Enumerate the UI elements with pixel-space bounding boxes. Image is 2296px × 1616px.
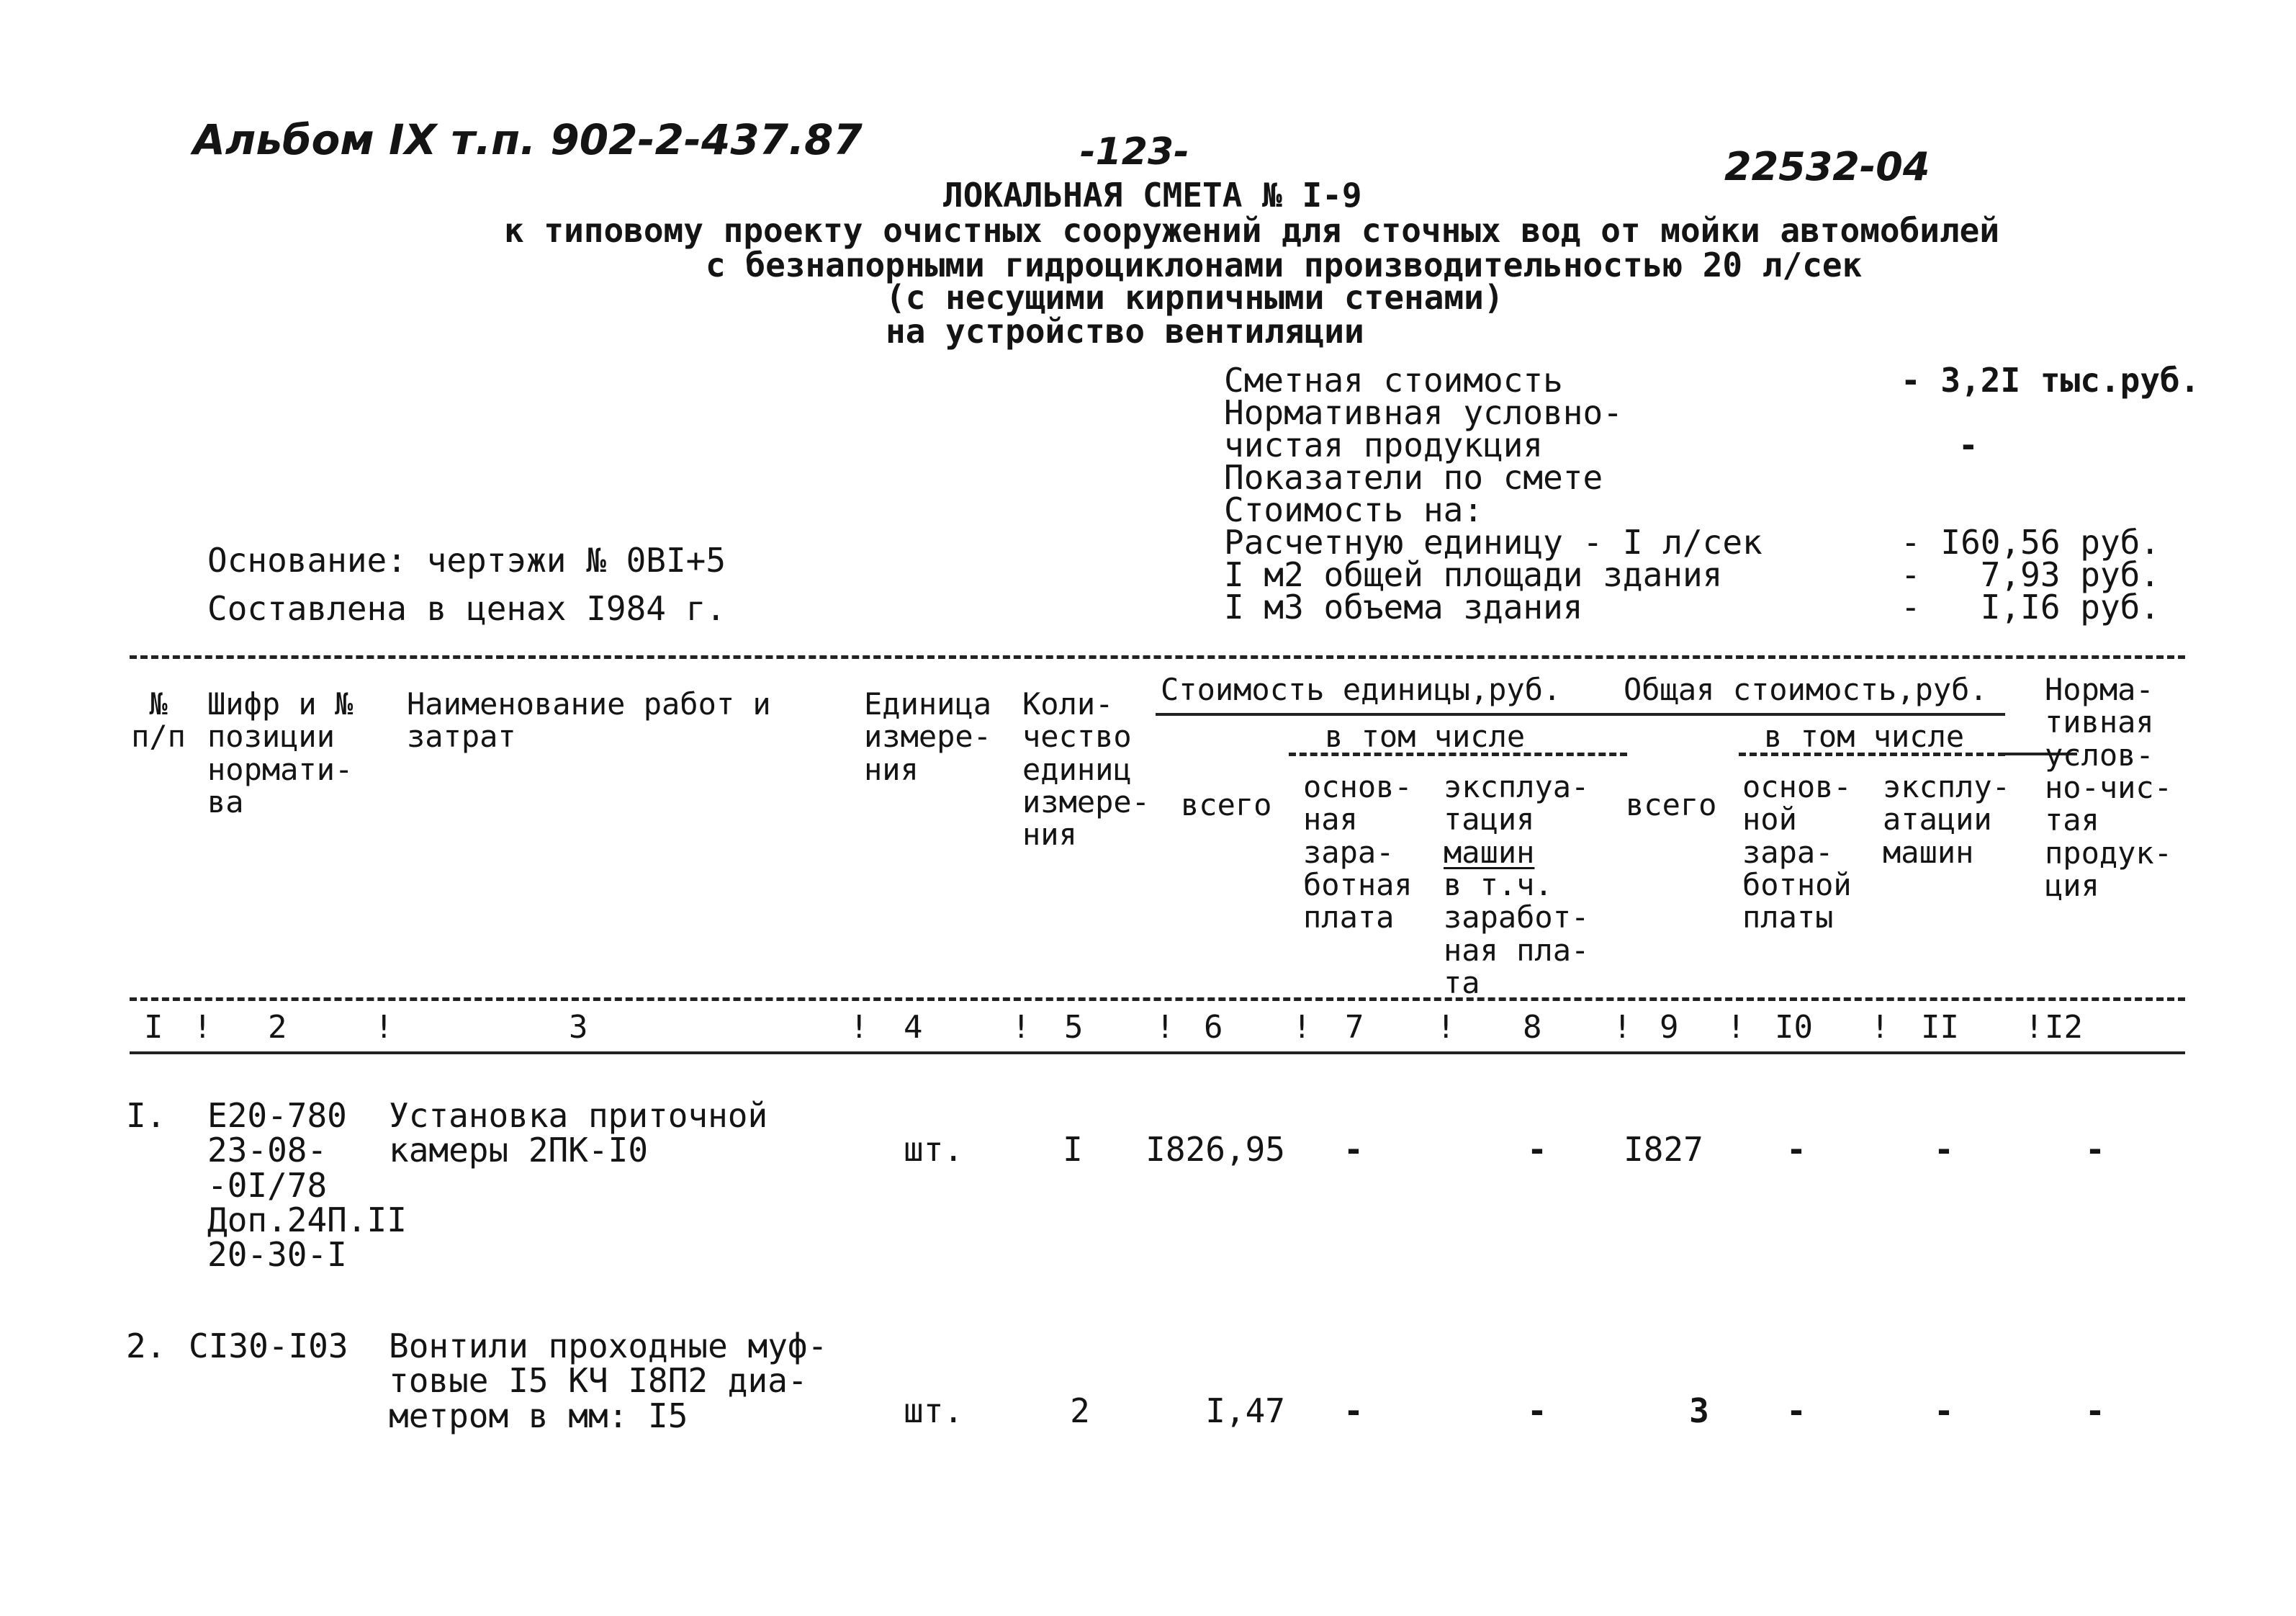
summary-label: Стоимость на: (1224, 490, 1484, 529)
column-number: I (144, 1009, 163, 1046)
header-quantity: Коли- чество единиц измере- ния (1022, 686, 1151, 853)
header-total-machines: эксплу- атации машин (1883, 769, 2011, 870)
column-number: 2 (268, 1009, 287, 1046)
column-separator: ! (193, 1009, 212, 1046)
header-norm-code: Шифр и № позиции нормати- ва (207, 686, 354, 820)
column-separator: ! (374, 1009, 394, 1046)
document-code: 22532-04 (1724, 144, 1930, 189)
summary-label: I м3 объема здания (1224, 588, 1583, 627)
column-number: 9 (1660, 1009, 1679, 1046)
summary-value: - 3,2I тыс.руб. (1901, 361, 2200, 400)
row-total-sum: I827 (1624, 1130, 1703, 1169)
row-quantity: I (1063, 1130, 1083, 1169)
column-separator: ! (1012, 1009, 1031, 1046)
column-separator: ! (1726, 1009, 1746, 1046)
header-bottom-rule (130, 997, 2185, 1001)
header-unit: Единица измере- ния (864, 686, 992, 787)
column-number: I0 (1775, 1009, 1813, 1046)
column-separator: ! (1613, 1009, 1632, 1046)
column-separator: ! (1156, 1009, 1175, 1046)
table-top-rule (130, 655, 2185, 659)
header-unit-total: всего (1181, 787, 1272, 822)
column-number: 5 (1064, 1009, 1084, 1046)
summary-label: чистая продукция (1224, 426, 1544, 464)
row-unit: шт. (904, 1130, 964, 1169)
row-work-name: Вонтили проходные муф- товые I5 КЧ I8П2 диа- метром в мм: I5 (389, 1327, 828, 1435)
row-number: I. (126, 1096, 166, 1135)
column-separator: ! (1292, 1009, 1312, 1046)
row-unit-machines: - (1527, 1130, 1547, 1169)
estimate-subtitle-2: с безнапорными гидроциклонами производительностью 20 л/сек (706, 246, 1863, 284)
estimate-subtitle-3: (с несущими кирпичными стенами) (886, 278, 1504, 317)
column-number: I2 (2045, 1009, 2083, 1046)
estimate-title: ЛОКАЛЬНАЯ СМЕТА № I-9 (943, 176, 1362, 215)
header-norm-product: Норма- тивная услов- но-чис- тая продук- ция (2045, 672, 2173, 904)
unit-cost-rule (1156, 713, 2005, 716)
row-norm-code: Е20-780 23-08- -0I/78 Доп.24П.II 20-30-I (207, 1096, 407, 1275)
row-number: 2. (126, 1327, 166, 1365)
row-total-wage: - (1786, 1391, 1806, 1430)
summary-value: - (1958, 426, 1978, 464)
row-unit: шт. (904, 1391, 964, 1430)
column-separator: ! (1436, 1009, 1456, 1046)
header-work-name: Наименование работ и затрат (407, 686, 771, 755)
row-total-machines: - (1934, 1130, 1954, 1169)
page-number: -123- (1080, 130, 1189, 174)
basis-prices: Составлена в ценах I984 г. (207, 589, 726, 628)
summary-label: Нормативная условно- (1224, 393, 1623, 432)
summary-label: Расчетную единицу - I л/сек (1224, 523, 1762, 562)
album-reference: Альбом IX т.п. 902-2-437.87 (193, 115, 863, 164)
row-total-machines: - (1934, 1391, 1954, 1430)
header-incl-total: в том числе (1764, 719, 1965, 754)
header-total-cost: Общая стоимость,руб. (1624, 672, 1988, 707)
summary-label: Показатели по смете (1224, 458, 1603, 497)
header-total-sum: всего (1626, 787, 1717, 822)
header-unit-machines-wage: в т.ч. заработ- ная пла- та (1444, 867, 1590, 1001)
header-unit-machines-b: машин (1444, 835, 1535, 870)
row-norm-code: СI30-I03 (189, 1327, 348, 1365)
header-unit-wage: основ- ная зара- ботная плата (1303, 769, 1413, 935)
header-total-wage: основ- ной зара- ботной платы (1742, 769, 1852, 935)
basis-drawings: Основание: чертэжи № 0BI+5 (207, 541, 726, 580)
row-total-wage: - (1786, 1130, 1806, 1169)
header-unit-cost: Стоимость единицы,руб. (1161, 672, 1562, 707)
row-norm-product: - (2085, 1130, 2105, 1169)
row-unit-total: I826,95 (1145, 1130, 1285, 1169)
column-numbers-rule (130, 1051, 2185, 1054)
row-unit-wage: - (1343, 1391, 1364, 1430)
summary-label: I м2 общей площади здания (1224, 555, 1723, 594)
column-number: 4 (904, 1009, 923, 1046)
estimate-subtitle-1: к типовому проекту очистных сооружений для сточных вод от мойки автомобилей (504, 211, 2000, 250)
summary-value: - I60,56 руб. (1901, 523, 2161, 562)
header-row-number: № п/п (131, 686, 186, 755)
row-unit-wage: - (1343, 1130, 1364, 1169)
column-number: 3 (569, 1009, 588, 1046)
row-work-name: Установка приточной камеры 2ПК-I0 (389, 1096, 768, 1170)
column-separator: ! (850, 1009, 869, 1046)
column-separator: ! (1870, 1009, 1890, 1046)
column-number: 7 (1345, 1009, 1364, 1046)
row-quantity: 2 (1070, 1391, 1090, 1430)
column-number: 8 (1523, 1009, 1542, 1046)
summary-label: Сметная стоимость (1224, 361, 1563, 400)
summary-value: - 7,93 руб. (1901, 555, 2161, 594)
row-unit-total: I,47 (1205, 1391, 1285, 1430)
column-separator: ! (2025, 1009, 2044, 1046)
header-unit-machines: эксплуа- тация (1444, 769, 1590, 838)
column-number: 6 (1204, 1009, 1223, 1046)
row-total-sum: 3 (1689, 1391, 1709, 1430)
header-incl-unit: в том числе (1325, 719, 1526, 754)
summary-value: - I,I6 руб. (1901, 588, 2161, 627)
estimate-subtitle-4: на устройство вентиляции (886, 312, 1364, 351)
column-number: II (1921, 1009, 1959, 1046)
row-norm-product: - (2085, 1391, 2105, 1430)
row-unit-machines: - (1527, 1391, 1547, 1430)
